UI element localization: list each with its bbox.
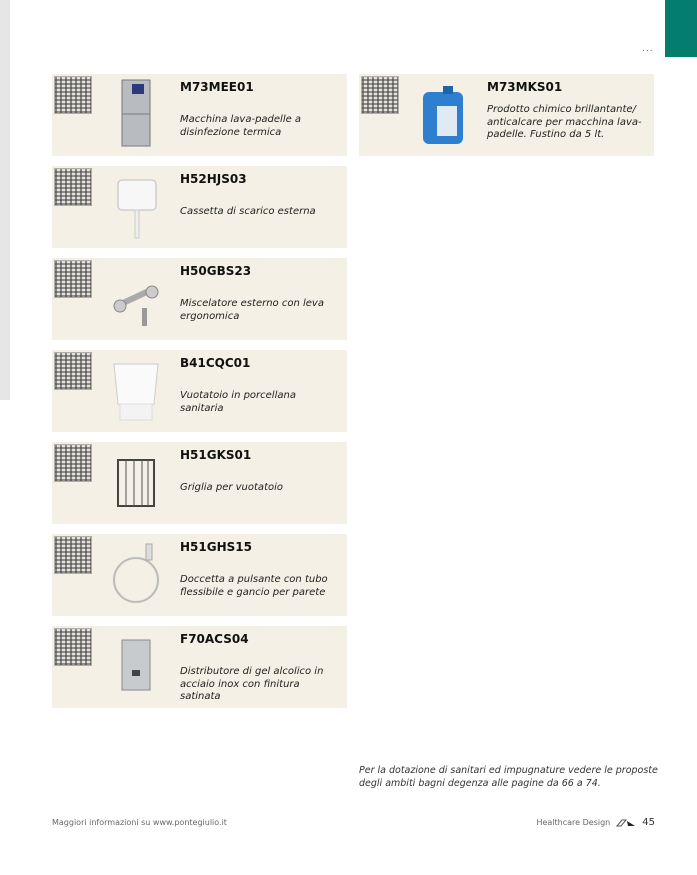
section-name: Healthcare Design	[536, 818, 611, 827]
gel-dispenser-icon	[106, 630, 166, 700]
qr-code-icon[interactable]	[55, 261, 91, 297]
qr-code-icon[interactable]	[55, 629, 91, 665]
menu-dots[interactable]: ...	[642, 44, 654, 54]
product-card	[52, 74, 347, 156]
product-description: Vuotatoio in porcellana sanitaria	[180, 390, 296, 414]
product-card	[52, 534, 347, 616]
product-code: H51GHS15	[180, 540, 252, 554]
hand-shower-icon	[106, 538, 166, 608]
product-description: Griglia per vuotatoio	[180, 482, 283, 493]
product-card	[52, 350, 347, 432]
product-card-m73mks01	[359, 74, 654, 156]
page-edge-strip	[0, 0, 10, 400]
reference-note: Per la dotazione di sanitari ed impugnature vedere le proposte degli ambiti bagni degenza alle pagine da 66 a 74.	[359, 765, 658, 789]
qr-code-icon[interactable]	[55, 353, 91, 389]
grid-icon	[106, 446, 166, 516]
product-card	[52, 442, 347, 524]
product-code: H52HJS03	[180, 172, 247, 186]
product-code: F70ACS04	[180, 632, 249, 646]
sluice-sink-icon	[106, 354, 166, 424]
product-code: H50GBS23	[180, 264, 252, 278]
product-description: Prodotto chimico brillantante/ anticalcare per macchina lava-padelle. Fustino da 5 lt.	[487, 104, 642, 140]
qr-code-icon[interactable]	[55, 537, 91, 573]
page-number: 45	[642, 817, 655, 828]
washer-disinfector-icon	[106, 78, 166, 148]
cistern-icon	[106, 170, 166, 240]
product-code: H51GKS01	[180, 448, 252, 462]
product-description: Cassetta di scarico esterna	[180, 206, 316, 217]
product-description: Miscelatore esterno con leva ergonomica	[180, 298, 324, 322]
section-tab	[665, 0, 697, 57]
product-code: M73MKS01	[487, 80, 563, 94]
qr-code-icon[interactable]	[55, 445, 91, 481]
product-description: Macchina lava-padelle a disinfezione termica	[180, 114, 302, 138]
canister-icon	[413, 78, 473, 148]
product-description: Distributore di gel alcolico in acciaio inox con finitura satinata	[180, 666, 324, 702]
qr-code-icon[interactable]	[362, 77, 398, 113]
product-description: Doccetta a pulsante con tubo flessibile e gancio per parete	[180, 574, 328, 598]
mixer-tap-icon	[106, 262, 166, 332]
product-code: B41CQC01	[180, 356, 251, 370]
product-card	[52, 258, 347, 340]
product-card	[52, 166, 347, 248]
product-code: M73MEE01	[180, 80, 254, 94]
product-card	[52, 626, 347, 708]
footer-link[interactable]: Maggiori informazioni su www.pontegiulio.it	[52, 818, 227, 827]
footer-right	[536, 817, 655, 828]
qr-code-icon[interactable]	[55, 77, 91, 113]
qr-code-icon[interactable]	[55, 169, 91, 205]
brand-logo-icon	[616, 819, 636, 827]
